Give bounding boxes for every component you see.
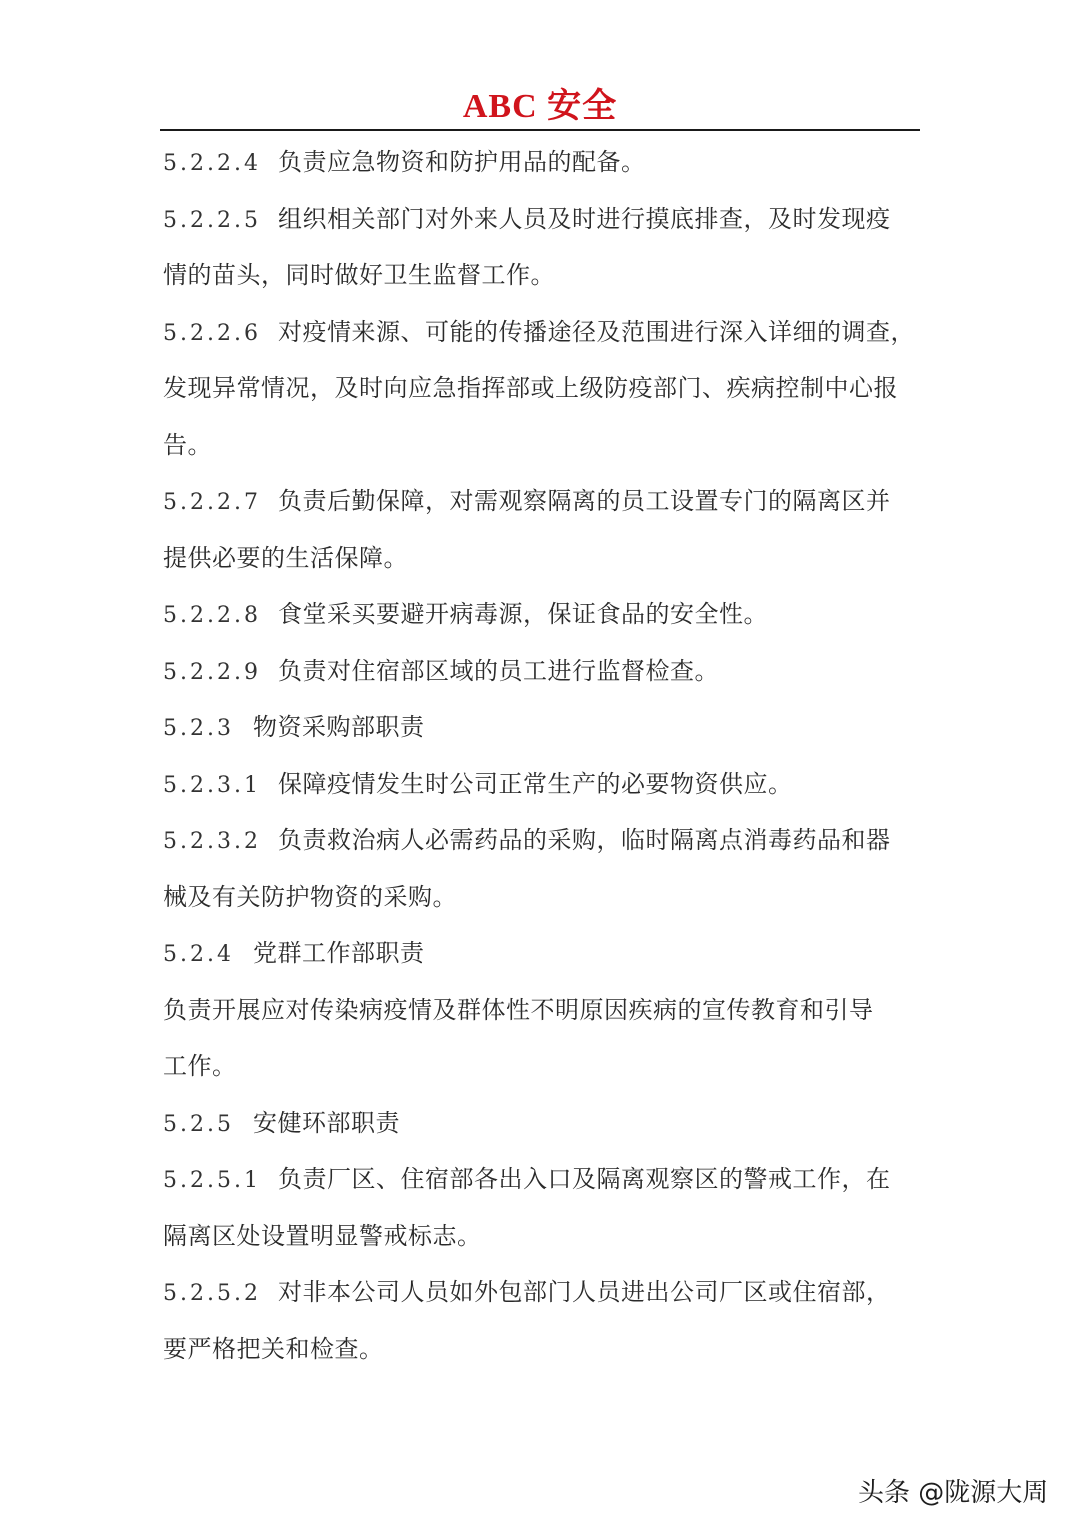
continuation-line xyxy=(163,988,923,1045)
clause-text: 负责应急物资和防护用品的配备。 xyxy=(278,148,646,176)
clause-number: 5.2.2.8 xyxy=(163,603,261,628)
continuation-line xyxy=(163,1214,923,1271)
clause-number: 5.2.3.1 xyxy=(163,772,261,798)
clause-text: 要严格把关和检查。 xyxy=(163,1334,384,1363)
clause-line xyxy=(163,197,923,254)
clause-number: 5.2.5.2 xyxy=(163,1281,261,1306)
clause-text: 发现异常情况，及时向应急指挥部或上级防疫部门、疾病控制中心报 xyxy=(163,374,898,402)
continuation-line xyxy=(163,253,923,310)
clause-line xyxy=(163,479,923,536)
section-heading xyxy=(163,931,923,988)
section-number: 5.2.5 xyxy=(163,1111,234,1137)
clause-text: 对非本公司人员如外包部门人员进出公司厂区或住宿部， xyxy=(278,1278,891,1306)
clause-number: 5.2.5.1 xyxy=(163,1168,261,1193)
clause-text: 隔离区处设置明显警戒标志。 xyxy=(163,1221,482,1250)
clause-text: 负责厂区、住宿部各出入口及隔离观察区的警戒工作，在 xyxy=(278,1165,891,1193)
clause-number: 5.2.2.4 xyxy=(163,151,261,176)
clause-number: 5.2.2.9 xyxy=(163,659,261,685)
clause-number: 5.2.2.5 xyxy=(163,207,261,233)
section-title: 物资采购部职责 xyxy=(253,713,425,741)
section-heading xyxy=(163,1101,923,1158)
section-number: 5.2.3 xyxy=(163,716,234,741)
clause-text: 负责对住宿部区域的员工进行监督检查。 xyxy=(278,656,719,685)
clause-line xyxy=(163,140,923,197)
clause-text: 告。 xyxy=(163,430,212,459)
clause-line xyxy=(163,310,923,367)
clause-line xyxy=(163,649,923,706)
continuation-line xyxy=(163,875,923,932)
section-title: 安健环部职责 xyxy=(253,1108,400,1137)
clause-text: 组织相关部门对外来人员及时进行摸底排查，及时发现疫 xyxy=(278,204,891,233)
continuation-line xyxy=(163,423,923,480)
section-title: 党群工作部职责 xyxy=(253,939,425,967)
clause-text: 对疫情来源、可能的传播途径及范围进行深入详细的调查， xyxy=(278,317,915,346)
continuation-line xyxy=(163,1327,923,1384)
section-number: 5.2.4 xyxy=(163,942,234,967)
page-header-title: ABC 安全 xyxy=(462,88,618,125)
clause-line xyxy=(163,818,923,875)
clause-text: 工作。 xyxy=(163,1052,237,1080)
clause-text: 食堂采买要避开病毒源，保证食品的安全性。 xyxy=(278,600,768,628)
watermark: 头条 @陇源大周 xyxy=(858,1478,1049,1508)
continuation-line xyxy=(163,1044,923,1101)
clause-line xyxy=(163,1157,923,1214)
header-divider xyxy=(160,129,920,131)
clause-line xyxy=(163,592,923,649)
clause-text: 情的苗头，同时做好卫生监督工作。 xyxy=(163,261,555,289)
clause-text: 负责救治病人必需药品的采购，临时隔离点消毒药品和器 xyxy=(278,826,891,854)
clause-text: 保障疫情发生时公司正常生产的必要物资供应。 xyxy=(278,769,793,798)
continuation-line xyxy=(163,536,923,593)
continuation-line xyxy=(163,366,923,423)
clause-number: 5.2.3.2 xyxy=(163,829,261,854)
clause-text: 械及有关防护物资的采购。 xyxy=(163,882,457,911)
clause-line xyxy=(163,762,923,819)
section-heading xyxy=(163,705,923,762)
clause-number: 5.2.2.7 xyxy=(163,490,261,515)
clause-text: 负责后勤保障，对需观察隔离的员工设置专门的隔离区并 xyxy=(278,487,891,515)
clause-number: 5.2.2.6 xyxy=(163,320,261,346)
clause-text: 提供必要的生活保障。 xyxy=(163,543,408,572)
document-body xyxy=(163,140,923,1383)
clause-line xyxy=(163,1270,923,1327)
clause-text: 负责开展应对传染病疫情及群体性不明原因疾病的宣传教育和引导 xyxy=(163,995,874,1024)
